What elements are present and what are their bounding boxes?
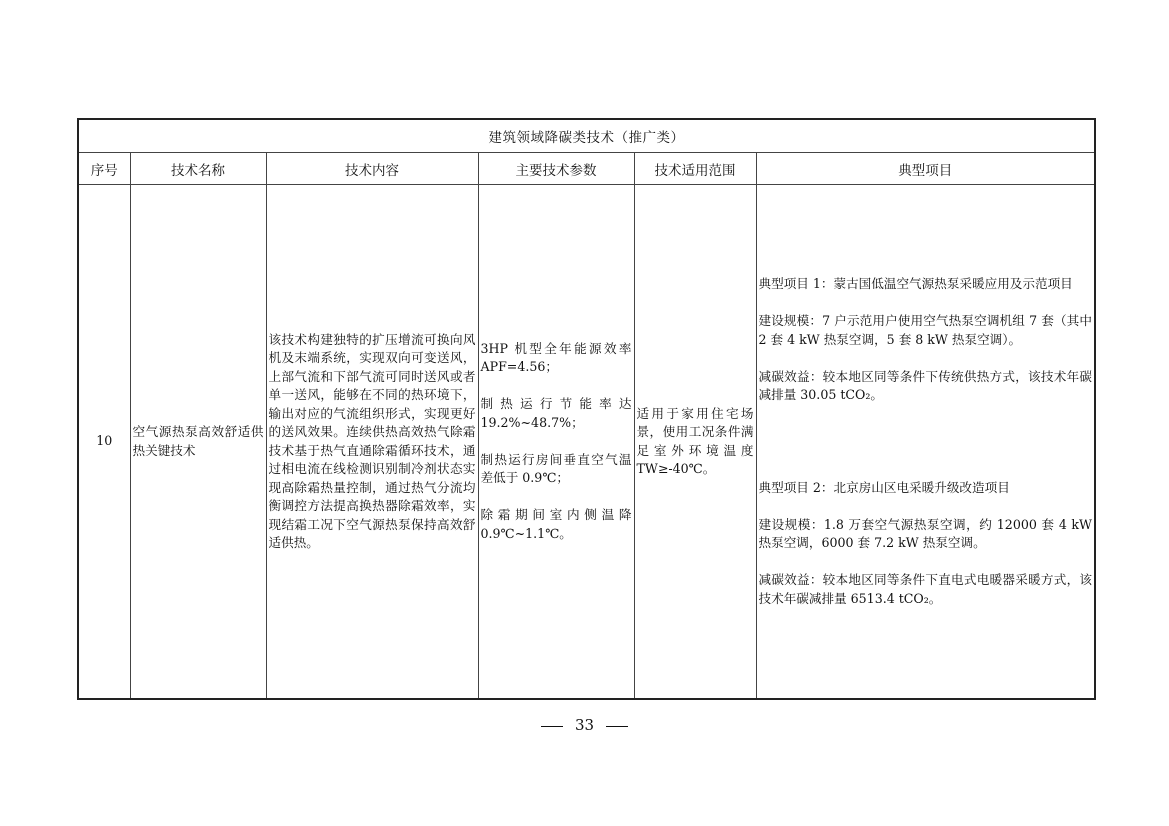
row-tech-content: 该技术构建独特的扩压增流可换向风机及末端系统，实现双向可变送风，上部气流和下部气流可同时送风或者单一送风，能够在不同的热环境下，输出对应的气流组织形式，实现更好的送风效果。连续供热高效热气除霜技术基于热气直通除霜循环技术，通过相电流在线检测识别制冷剂状态实现高除霜热量控制，通过热气分流均衡调控方法提高换热器除霜效率，实现结霜工况下空气源热泵保持高效舒适供热。 — [268, 331, 476, 550]
row-index — [78, 185, 130, 700]
project-2-benefit: 减碳效益：较本地区同等条件下直电式电暖器采暖方式，该技术年碳减排量 6513.4 tCO₂。 — [758, 572, 1092, 606]
page-number-value: 33 — [574, 716, 595, 734]
row-tech-name: 空气源热泵高效舒适供热关键技术 — [132, 424, 264, 458]
row-tech-name-cell — [130, 185, 266, 700]
row-projects-cell — [756, 185, 1095, 700]
param-line: 除霜期间室内侧温降0.9℃~1.1℃。 — [480, 507, 632, 541]
row-params-cell — [478, 185, 634, 700]
row-params — [479, 321, 634, 562]
row-index-value: 10 — [96, 433, 113, 449]
table-title-row — [78, 119, 1095, 153]
table-title: 建筑领域降碳类技术（推广类） — [78, 119, 1095, 153]
project-1-title: 典型项目 1：蒙古国低温空气源热泵采暖应用及示范项目 — [758, 276, 1073, 291]
row-projects — [757, 238, 1095, 645]
header-tech-content: 技术内容 — [266, 153, 478, 185]
page-number — [0, 716, 1169, 734]
header-index: 序号 — [78, 153, 130, 185]
project-2-scale: 建设规模：1.8 万套空气源热泵空调，约 12000 套 4 kW 热泵空调，6000 套 7.2 kW 热泵空调。 — [758, 516, 1092, 550]
page-dash-right — [606, 726, 628, 727]
header-typical-projects: 典型项目 — [756, 153, 1095, 185]
table-header-row — [78, 153, 1095, 185]
project-1-scale: 建设规模：7 户示范用户使用空气热泵空调机组 7 套（其中 2 套 4 kW 热泵空调，5 套 8 kW 热泵空调）。 — [758, 313, 1092, 347]
row-scope-cell — [634, 185, 756, 700]
header-scope: 技术适用范围 — [634, 153, 756, 185]
row-tech-content-cell — [266, 185, 478, 700]
header-main-params: 主要技术参数 — [478, 153, 634, 185]
param-line: 制热运行节能率达19.2%~48.7%； — [480, 396, 632, 430]
row-scope: 适用于家用住宅场景，使用工况条件满足室外环境温度TW≥-40℃。 — [636, 405, 754, 476]
project-1-benefit: 减碳效益：较本地区同等条件下传统供热方式，该技术年碳减排量 30.05 tCO₂。 — [758, 368, 1092, 402]
project-1 — [759, 257, 1093, 424]
header-tech-name: 技术名称 — [130, 153, 266, 185]
page-dash-left — [541, 726, 563, 727]
project-2-title: 典型项目 2：北京房山区电采暖升级改造项目 — [758, 479, 1010, 495]
param-line: 制热运行房间垂直空气温差低于 0.9℃； — [480, 451, 632, 486]
project-2 — [759, 460, 1093, 627]
technology-table — [77, 118, 1096, 700]
param-line: 3HP 机型全年能源效率APF=4.56； — [480, 340, 632, 375]
table-row — [78, 185, 1095, 700]
